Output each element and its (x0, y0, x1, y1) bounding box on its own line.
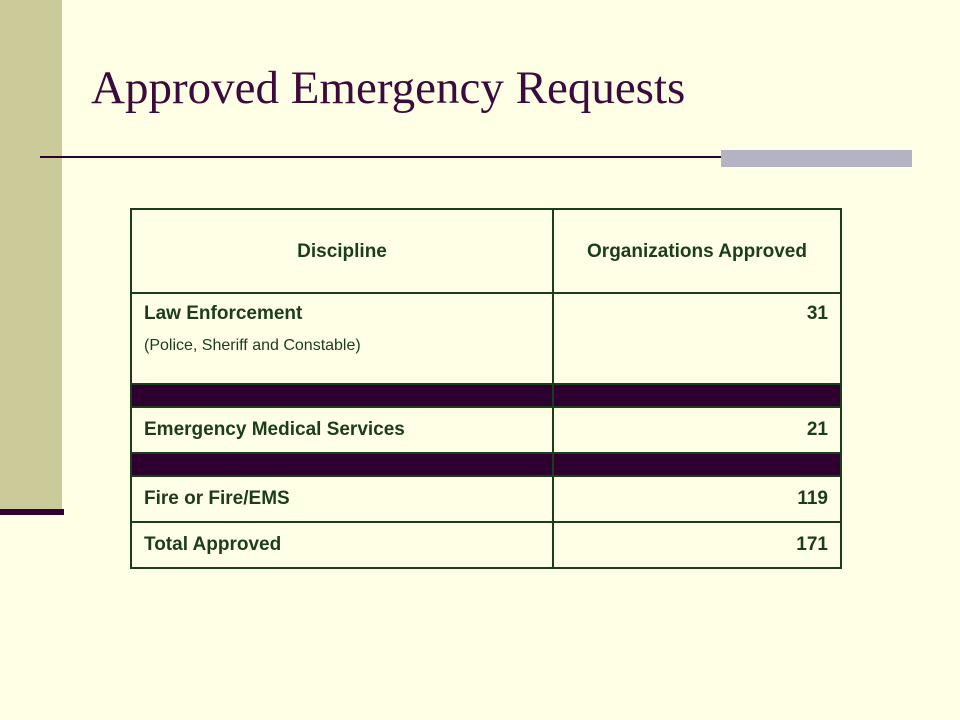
table-row (131, 293, 841, 384)
table-row (131, 476, 841, 522)
count-cell: 21 (553, 407, 841, 453)
total-label: Total Approved (131, 522, 553, 568)
discipline-cell (131, 293, 553, 384)
title-underline-accent (721, 150, 912, 167)
separator-row (131, 384, 841, 407)
discipline-sublabel: (Police, Sheriff and Constable) (144, 337, 361, 354)
discipline-label: Fire or Fire/EMS (131, 476, 553, 522)
discipline-label: Emergency Medical Services (131, 407, 553, 453)
left-bar-accent-line (0, 509, 64, 515)
total-row (131, 522, 841, 568)
slide-title: Approved Emergency Requests (91, 62, 686, 114)
table-header-row (131, 209, 841, 293)
count-cell: 119 (553, 476, 841, 522)
header-discipline: Discipline (131, 209, 553, 293)
approved-requests-table (130, 208, 842, 569)
total-value: 171 (553, 522, 841, 568)
left-decorative-bar (0, 0, 62, 512)
header-organizations-approved: Organizations Approved (553, 209, 841, 293)
separator-row (131, 453, 841, 476)
count-cell: 31 (553, 293, 841, 384)
table-row (131, 407, 841, 453)
discipline-label: Law Enforcement (144, 303, 303, 324)
